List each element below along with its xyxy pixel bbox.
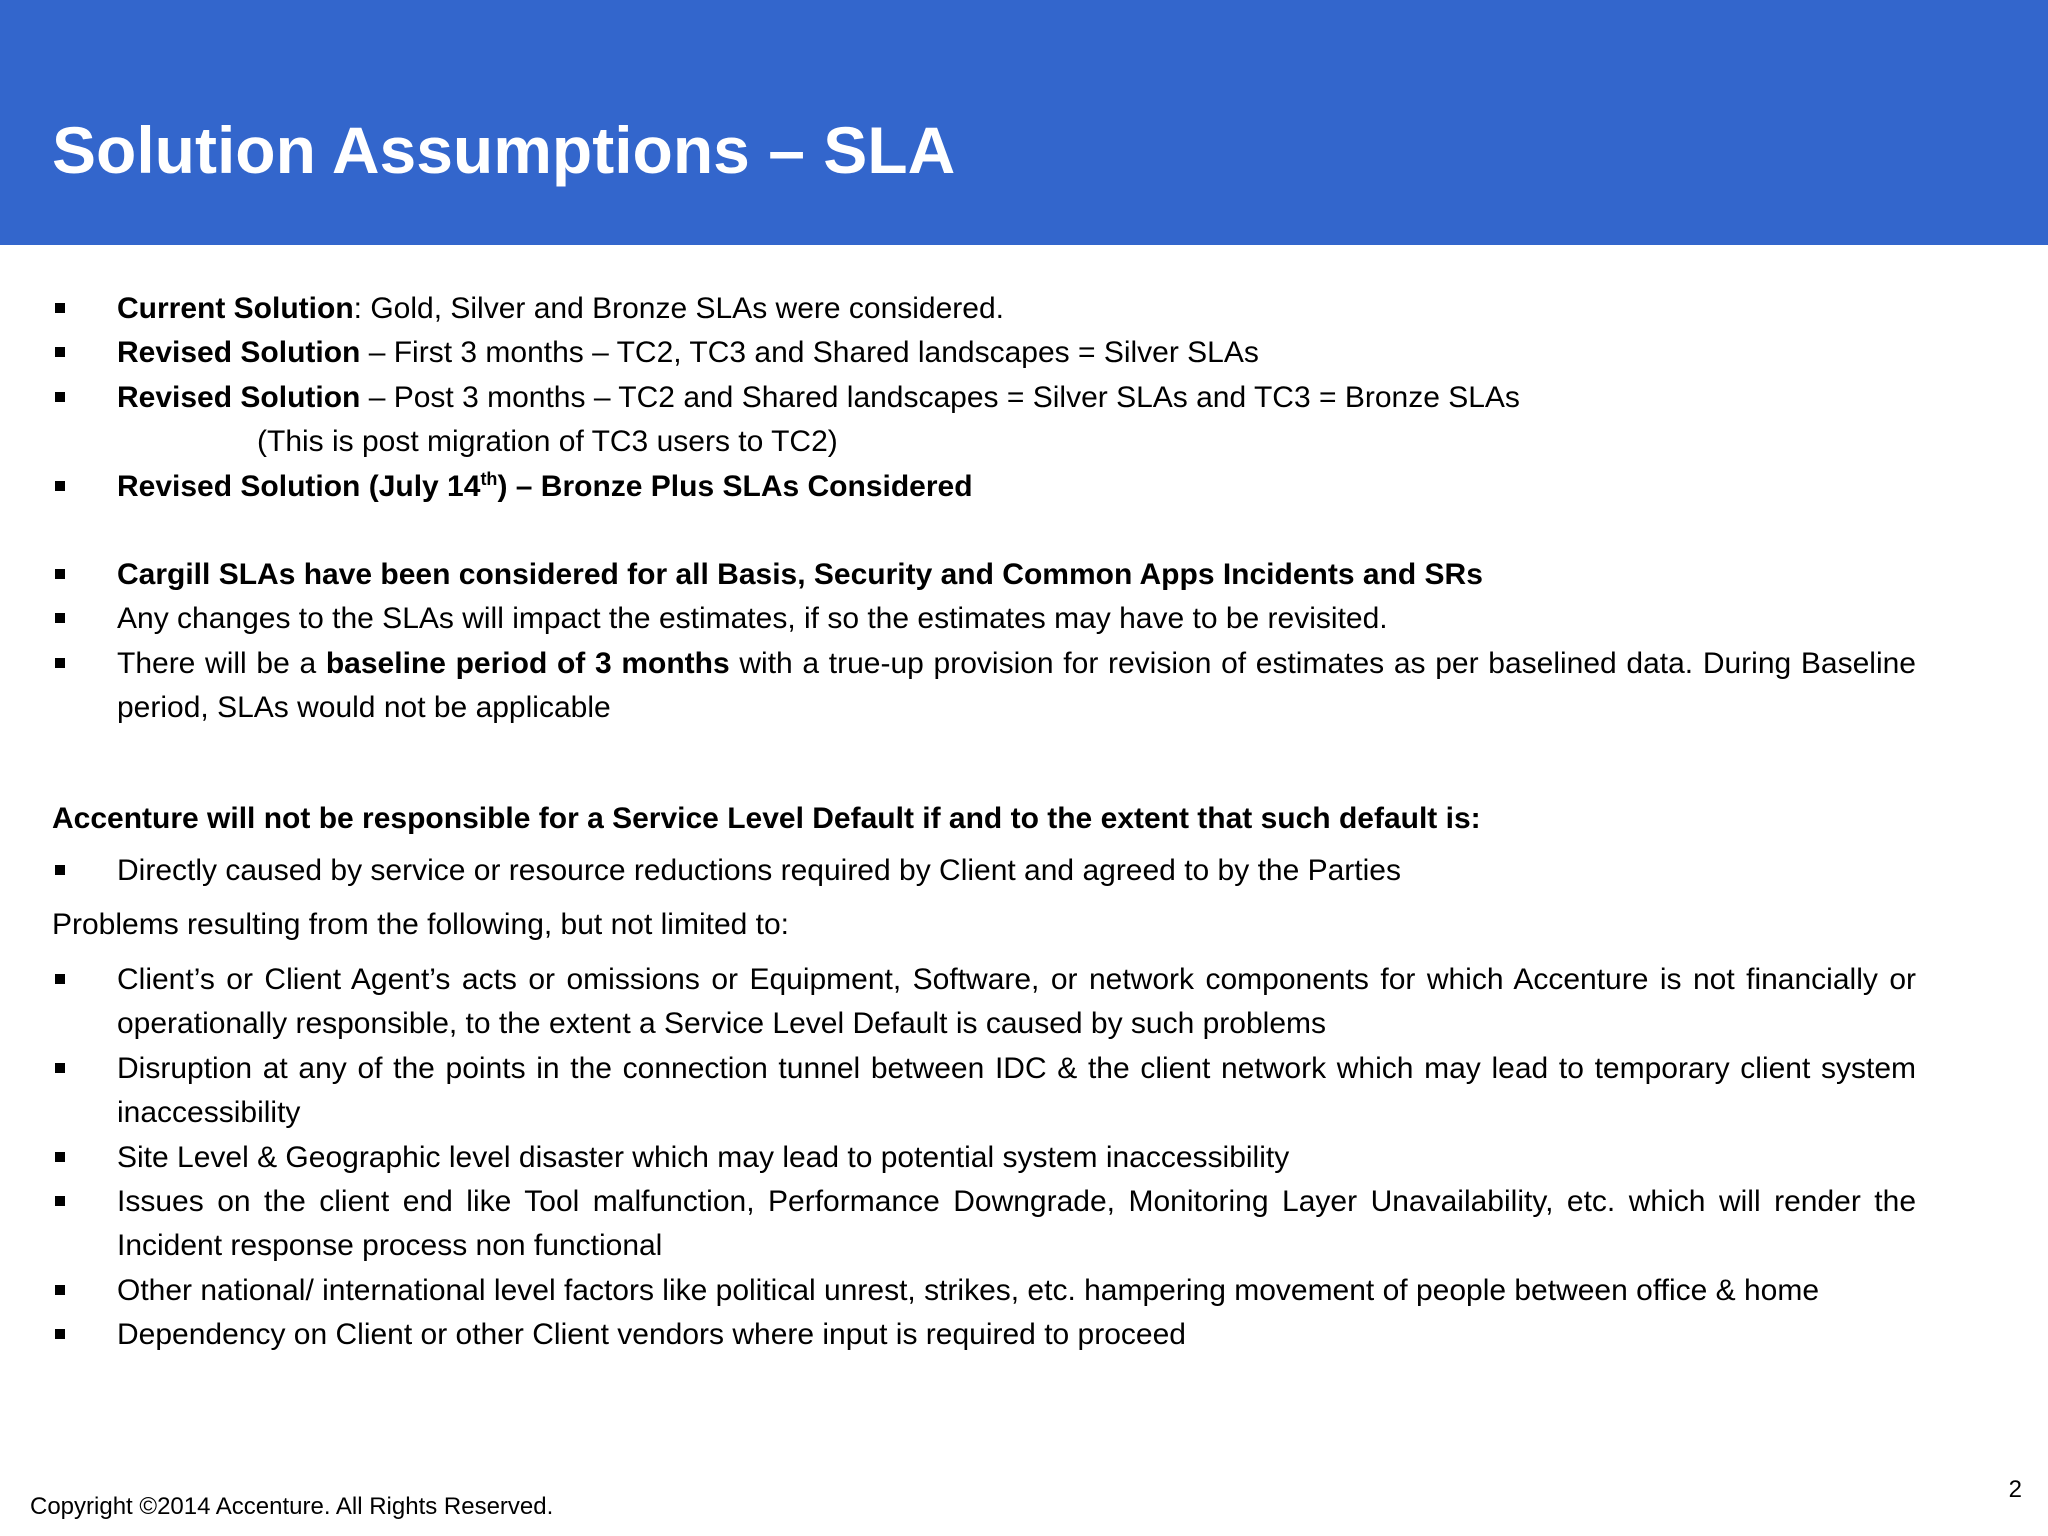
- slide-content: [52, 287, 1916, 1358]
- spacer: [52, 509, 1916, 553]
- solution-list: [52, 287, 1916, 509]
- list-item: Site Level & Geographic level disaster which may lead to potential system inaccessibility: [52, 1136, 1916, 1180]
- problems-intro: Problems resulting from the following, but not limited to:: [52, 908, 790, 942]
- copyright-footer: Copyright ©2014 Accenture. All Rights Reserved.: [30, 1493, 554, 1520]
- list-item: [52, 642, 1916, 731]
- list-item: [52, 331, 1916, 375]
- bullet-text: – First 3 months – TC2, TC3 and Shared landscapes = Silver SLAs: [360, 336, 1259, 370]
- bullet-bold-label: baseline period of 3 months: [325, 646, 730, 680]
- list-item: [52, 465, 1916, 509]
- default-list: [52, 849, 1916, 893]
- title-banner: [0, 0, 2048, 245]
- bullet-bold-label: Revised Solution: [117, 336, 361, 370]
- bullet-text: Any changes to the SLAs will impact the estimates, if so the estimates may have to be revisited.: [117, 602, 1388, 636]
- list-item: [52, 553, 1916, 597]
- bullet-text: with a true-up provision for revision of estimates as per baselined data. During Baseline period, SLAs would not be applicable: [117, 646, 1916, 725]
- spacer: [52, 841, 1916, 849]
- list-item: Other national/ international level factors like political unrest, strikes, etc. hampering movement of people between office & home: [52, 1269, 1916, 1313]
- bullet-bold-part: Revised Solution (July 14: [117, 469, 481, 503]
- bullet-text: There will be a: [117, 646, 326, 680]
- problems-list: [52, 958, 1916, 1358]
- page-title: Solution Assumptions – SLA: [52, 113, 956, 187]
- list-item: [52, 597, 1916, 641]
- page-number: 2: [2008, 1476, 2022, 1503]
- list-item: Disruption at any of the points in the connection tunnel between IDC & the client network which may lead to temporary client system inaccessibility: [52, 1047, 1916, 1136]
- list-item: [52, 849, 1916, 893]
- heading-text: Accenture will not be responsible for a Service Level Default if and to the extent that such default is:: [52, 801, 1481, 835]
- list-item: [52, 376, 1916, 465]
- bullet-text: : Gold, Silver and Bronze SLAs were considered.: [353, 292, 1004, 325]
- bullet-bold-label: Current Solution: [117, 292, 354, 325]
- list-item: [52, 287, 1916, 331]
- bullet-text: Directly caused by service or resource reductions required by Client and agreed to by the Parties: [117, 854, 1401, 888]
- spacer: [52, 893, 1916, 903]
- list-item: Issues on the client end like Tool malfunction, Performance Downgrade, Monitoring Layer Unavailability, etc. which will render the Incident response process non functional: [52, 1180, 1916, 1269]
- spacer: [52, 731, 1916, 797]
- sla-notes-list: [52, 553, 1916, 731]
- bullet-bold-label: [117, 470, 973, 503]
- list-item: Client’s or Client Agent’s acts or omissions or Equipment, Software, or network components for which Accenture is not financially or operationally responsible, to the extent a Service Level Default is caused by such problems: [52, 958, 1916, 1047]
- bullet-bold-label: Revised Solution: [117, 380, 361, 414]
- bullet-bold-part: ) – Bronze Plus SLAs Considered: [497, 469, 973, 503]
- list-item: Dependency on Client or other Client vendors where input is required to proceed: [52, 1313, 1916, 1357]
- responsibility-heading: [52, 797, 1916, 841]
- spacer: [52, 948, 1916, 958]
- superscript: th: [480, 468, 498, 489]
- bullet-text: Cargill SLAs have been considered for all Basis, Security and Common Apps Incidents and SRs: [117, 558, 1483, 592]
- bullet-subnote: (This is post migration of TC3 users to TC2): [257, 425, 838, 459]
- bullet-text: – Post 3 months – TC2 and Shared landscapes = Silver SLAs and TC3 = Bronze SLAs: [360, 380, 1520, 414]
